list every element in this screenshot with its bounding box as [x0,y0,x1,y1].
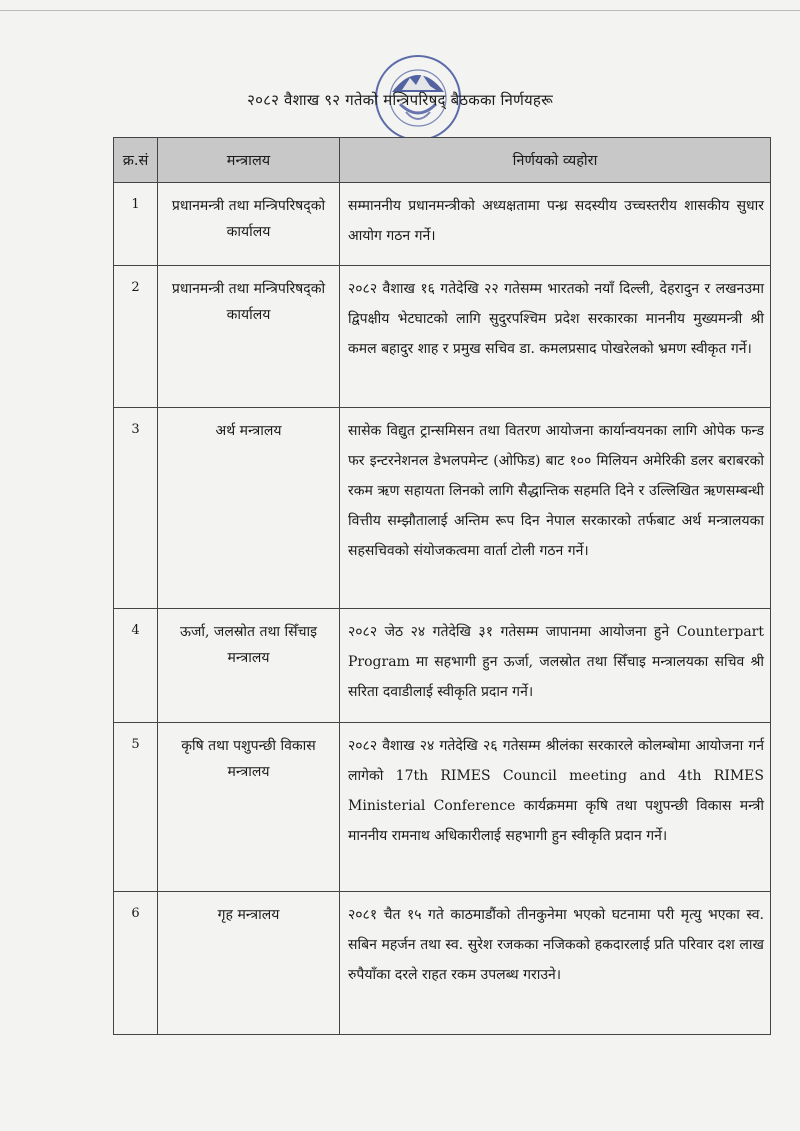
row-serial: 5 [114,723,158,892]
page-title: २०८२ वैशाख ९२ गतेको मन्त्रिपरिषद् बैठकका निर्णयहरू [247,91,553,109]
row-serial: 2 [114,266,158,408]
row-ministry: अर्थ मन्त्रालय [158,408,340,609]
decisions-table [113,137,771,1035]
row-decision: सम्माननीय प्रधानमन्त्रीको अध्यक्षतामा पन्ध्र सदस्यीय उच्चस्तरीय शासकीय सुधार आयोग गठन गर्ने। [340,183,771,266]
row-ministry: प्रधानमन्त्री तथा मन्त्रिपरिषद्को कार्यालय [158,183,340,266]
header-ministry: मन्त्रालय [158,138,340,183]
row-ministry: गृह मन्त्रालय [158,892,340,1035]
row-ministry: कृषि तथा पशुपन्छी विकास मन्त्रालय [158,723,340,892]
table-header-row [114,138,771,183]
table-row [114,723,771,892]
row-serial: 3 [114,408,158,609]
header-decision: निर्णयको व्यहोरा [340,138,771,183]
row-serial: 1 [114,183,158,266]
row-serial: 4 [114,609,158,723]
row-ministry: प्रधानमन्त्री तथा मन्त्रिपरिषद्को कार्यालय [158,266,340,408]
page-top-edge [0,10,800,11]
row-ministry: ऊर्जा, जलस्रोत तथा सिँचाइ मन्त्रालय [158,609,340,723]
row-decision: सासेक विद्युत ट्रान्समिसन तथा वितरण आयोजना कार्यान्वयनका लागि ओपेक फन्ड फर इन्टरनेशनल डेभलपमेन्ट (ओफिड) बाट १०० मिलियन अमेरिकी डलर बराबरको रकम ऋण सहायता लिनको लागि सैद्धान्तिक सहमति दिने र उल्लिखित ऋणसम्बन्धी वित्तीय सम्झौतालाई अन्तिम रूप दिन नेपाल सरकारको तर्फबाट अर्थ मन्त्रालयका सहसचिवको संयोजकत्वमा वार्ता टोली गठन गर्ने। [340,408,771,609]
row-decision: २०८२ वैशाख १६ गतेदेखि २२ गतेसम्म भारतको नयाँ दिल्ली, देहरादुन र लखनउमा द्विपक्षीय भेटघाटको लागि सुदुरपश्चिम प्रदेश सरकारका माननीय मुख्यमन्त्री श्री कमल बहादुर शाह र प्रमुख सचिव डा. कमलप्रसाद पोखरेलको भ्रमण स्वीकृत गर्ने। [340,266,771,408]
table-row [114,408,771,609]
table-row [114,892,771,1035]
row-decision: २०८१ चैत १५ गते काठमाडौंको तीनकुनेमा भएको घटनामा परी मृत्यु भएका स्व. सबिन महर्जन तथा स्व. सुरेश रजकका नजिकको हकदारलाई प्रति परिवार दश लाख रुपैयाँका दरले राहत रकम उपलब्ध गराउने। [340,892,771,1035]
row-serial: 6 [114,892,158,1035]
table-row [114,266,771,408]
row-decision: २०८२ वैशाख २४ गतेदेखि २६ गतेसम्म श्रीलंका सरकारले कोलम्बोमा आयोजना गर्न लागेको 17th RIMES Council meeting and 4th RIMES Ministerial Conference कार्यक्रममा कृषि तथा पशुपन्छी विकास मन्त्री माननीय रामनाथ अधिकारीलाई सहभागी हुन स्वीकृति प्रदान गर्ने। [340,723,771,892]
table-row [114,609,771,723]
table-row [114,183,771,266]
row-decision: २०८२ जेठ २४ गतेदेखि ३१ गतेसम्म जापानमा आयोजना हुने Counterpart Program मा सहभागी हुन ऊर्जा, जलस्रोत तथा सिँचाइ मन्त्रालयका सचिव श्री सरिता दवाडीलाई स्वीकृति प्रदान गर्ने। [340,609,771,723]
header-serial: क्र.सं [114,138,158,183]
